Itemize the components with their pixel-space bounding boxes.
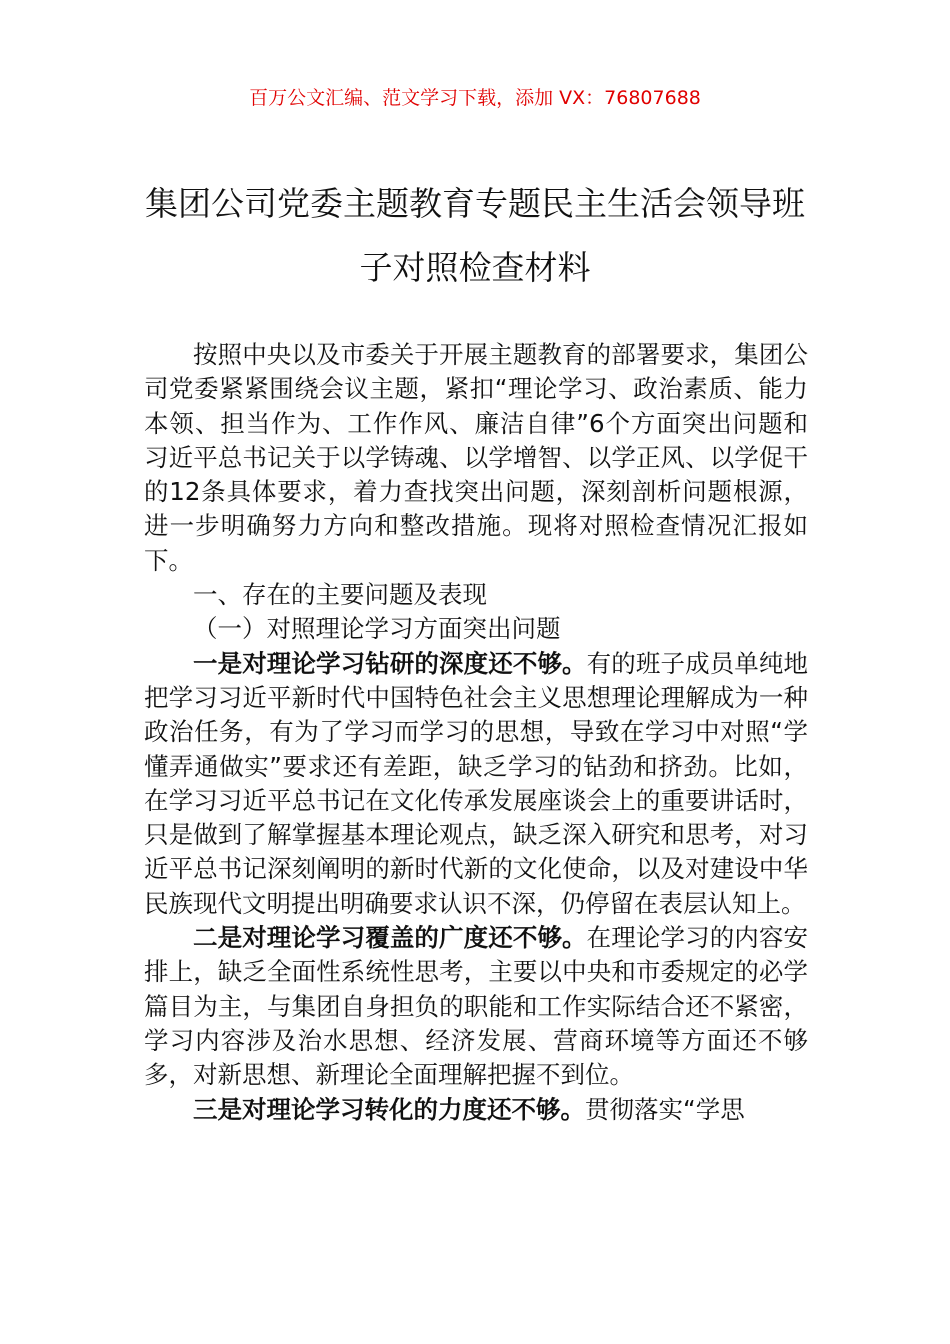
item-paragraph-1 (144, 647, 808, 921)
intro-paragraph: 按照中央以及市委关于开展主题教育的部署要求，集团公司党委紧紧围绕会议主题，紧扣“理论学习、政治素质、能力本领、担当作为、工作作风、廉洁自律”6个方面突出问题和习近平总书记关于以学铸魂、以学增智、以学正风、以学促干的12条具体要求，着力查找突出问题，深刻剖析问题根源，进一步明确努力方向和整改措施。现将对照检查情况汇报如下。 (144, 340, 808, 575)
item-paragraph-2 (144, 921, 808, 1092)
item-3-body: 贯彻落实“学思 (585, 1094, 745, 1124)
subsection-heading-1: （一）对照理论学习方面突出问题 (193, 614, 561, 644)
item-2-lead: 二是对理论学习覆盖的广度还不够。 (193, 923, 587, 953)
document-title: 集团公司党委主题教育专题民主生活会领导班子对照检查材料 (145, 184, 805, 287)
item-1-body: 有的班子成员单纯地把学习习近平新时代中国特色社会主义思想理论理解成为一种政治任务，有为了学习而学习的思想，导致在学习中对照“学懂弄通做实”要求还有差距，缺乏学习的钻劲和挤劲。比如，在学习习近平总书记在文化传承发展座谈会上的重要讲话时，只是做到了解掌握基本理论观点，缺乏深入研究和思考，对习近平总书记深刻阐明的新时代新的文化使命，以及对建设中华民族现代文明提出明确要求认识不深，仍停留在表层认知上。 (144, 648, 809, 918)
item-3-lead: 三是对理论学习转化的力度还不够。 (193, 1094, 585, 1124)
item-paragraph-3 (144, 1093, 808, 1127)
item-2-body: 在理论学习的内容安排上，缺乏全面性系统性思考，主要以中央和市委规定的必学篇目为主，与集团自身担负的职能和工作实际结合还不紧密，学习内容涉及治水思想、经济发展、营商环境等方面还不够多，对新思想、新理论全面理解把握不到位。 (144, 923, 809, 1090)
document-body (144, 338, 808, 1127)
promo-banner: 百万公文汇编、范文学习下载，添加 VX：76807688 (249, 87, 701, 109)
item-1-lead: 一是对理论学习钻研的深度还不够。 (193, 648, 587, 678)
section-heading-1: 一、存在的主要问题及表现 (193, 580, 487, 610)
